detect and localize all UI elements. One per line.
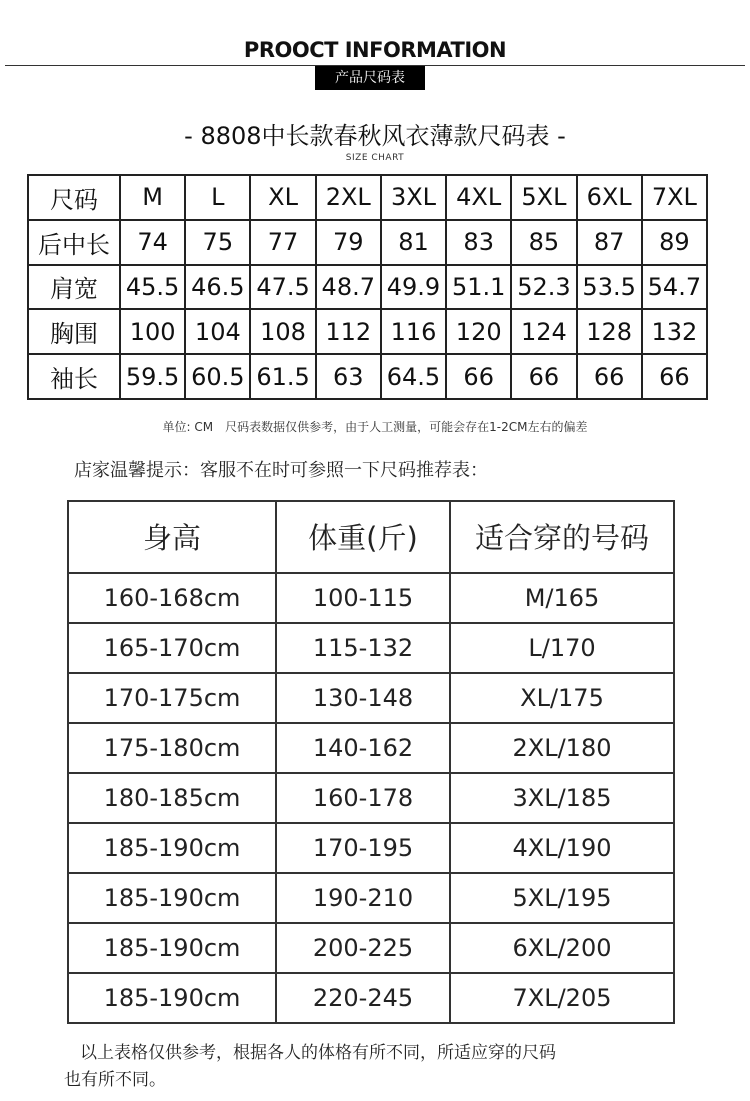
- rec-row: [68, 723, 674, 773]
- size-cell: 60.5: [185, 354, 250, 399]
- rec-row: [68, 673, 674, 723]
- rec-row: [68, 573, 674, 623]
- rec-weight: 190-210: [276, 873, 450, 923]
- size-row: [28, 265, 707, 310]
- size-header-cell: 4XL: [446, 175, 511, 220]
- size-row-label: 袖长: [28, 354, 120, 399]
- size-cell: 66: [577, 354, 642, 399]
- size-cell: 104: [185, 309, 250, 354]
- rec-header-row: [68, 501, 674, 573]
- size-recommendation-table: [67, 500, 675, 1024]
- shop-tip: 店家温馨提示：客服不在时可参照一下尺码推荐表：: [74, 460, 488, 481]
- size-cell: 51.1: [446, 265, 511, 310]
- size-cell: 128: [577, 309, 642, 354]
- rec-weight: 200-225: [276, 923, 450, 973]
- size-header-cell: 3XL: [381, 175, 446, 220]
- size-cell: 46.5: [185, 265, 250, 310]
- size-cell: 77: [250, 220, 315, 265]
- size-header-cell: 尺码: [28, 175, 120, 220]
- size-row-label: 后中长: [28, 220, 120, 265]
- size-cell: 52.3: [511, 265, 576, 310]
- footer-line-1: 以上表格仅供参考，根据各人的体格有所不同，所适应穿的尺码: [80, 1043, 556, 1063]
- size-row: [28, 220, 707, 265]
- size-cell: 45.5: [120, 265, 185, 310]
- rec-row: [68, 773, 674, 823]
- size-row: [28, 354, 707, 399]
- size-cell: 83: [446, 220, 511, 265]
- size-header-cell: 7XL: [642, 175, 707, 220]
- rec-row: [68, 623, 674, 673]
- size-cell: 63: [316, 354, 381, 399]
- rec-weight: 140-162: [276, 723, 450, 773]
- size-cell: 116: [381, 309, 446, 354]
- rec-row: [68, 923, 674, 973]
- size-cell: 100: [120, 309, 185, 354]
- size-cell: 75: [185, 220, 250, 265]
- size-cell: 66: [642, 354, 707, 399]
- footer-disclaimer: [64, 1040, 700, 1094]
- size-chart-table: [27, 174, 708, 400]
- size-cell: 132: [642, 309, 707, 354]
- banner-tab: 产品尺码表: [315, 66, 425, 90]
- size-cell: 59.5: [120, 354, 185, 399]
- measurement-note: 单位: CM 尺码表数据仅供参考，由于人工测量，可能会存在1-2CM左右的偏差: [162, 420, 588, 434]
- size-cell: 85: [511, 220, 576, 265]
- size-cell: 112: [316, 309, 381, 354]
- size-cell: 66: [446, 354, 511, 399]
- rec-size: L/170: [450, 623, 674, 673]
- rec-height: 185-190cm: [68, 823, 276, 873]
- rec-size: 5XL/195: [450, 873, 674, 923]
- rec-weight: 160-178: [276, 773, 450, 823]
- rec-height: 160-168cm: [68, 573, 276, 623]
- size-cell: 87: [577, 220, 642, 265]
- rec-weight: 170-195: [276, 823, 450, 873]
- size-cell: 64.5: [381, 354, 446, 399]
- size-cell: 48.7: [316, 265, 381, 310]
- rec-size: 4XL/190: [450, 823, 674, 873]
- size-chart-subtitle: SIZE CHART: [345, 153, 405, 163]
- size-header-cell: XL: [250, 175, 315, 220]
- size-header-cell: 2XL: [316, 175, 381, 220]
- size-cell: 89: [642, 220, 707, 265]
- banner-title: PROOCT INFORMATION: [243, 38, 507, 62]
- size-cell: 120: [446, 309, 511, 354]
- size-row-label: 肩宽: [28, 265, 120, 310]
- size-cell: 49.9: [381, 265, 446, 310]
- rec-size: XL/175: [450, 673, 674, 723]
- rec-row: [68, 823, 674, 873]
- size-cell: 74: [120, 220, 185, 265]
- size-header-cell: M: [120, 175, 185, 220]
- rec-size: M/165: [450, 573, 674, 623]
- size-cell: 108: [250, 309, 315, 354]
- size-row: [28, 309, 707, 354]
- rec-weight: 100-115: [276, 573, 450, 623]
- rec-size: 3XL/185: [450, 773, 674, 823]
- rec-header-size: 适合穿的号码: [450, 501, 674, 573]
- size-cell: 54.7: [642, 265, 707, 310]
- size-cell: 79: [316, 220, 381, 265]
- size-cell: 61.5: [250, 354, 315, 399]
- footer-line-2: 也有所不同。: [64, 1070, 166, 1090]
- rec-size: 2XL/180: [450, 723, 674, 773]
- rec-size: 7XL/205: [450, 973, 674, 1023]
- size-chart-title: - 8808中长款春秋风衣薄款尺码表 -: [184, 122, 566, 150]
- size-header-cell: 5XL: [511, 175, 576, 220]
- rec-height: 170-175cm: [68, 673, 276, 723]
- rec-height: 185-190cm: [68, 873, 276, 923]
- rec-height: 185-190cm: [68, 923, 276, 973]
- rec-header-weight: 体重(斤): [276, 501, 450, 573]
- rec-row: [68, 973, 674, 1023]
- size-cell: 124: [511, 309, 576, 354]
- size-cell: 66: [511, 354, 576, 399]
- rec-row: [68, 873, 674, 923]
- size-cell: 53.5: [577, 265, 642, 310]
- rec-header-height: 身高: [68, 501, 276, 573]
- size-header-row: [28, 175, 707, 220]
- size-row-label: 胸围: [28, 309, 120, 354]
- rec-size: 6XL/200: [450, 923, 674, 973]
- size-header-cell: 6XL: [577, 175, 642, 220]
- size-cell: 47.5: [250, 265, 315, 310]
- rec-height: 185-190cm: [68, 973, 276, 1023]
- size-cell: 81: [381, 220, 446, 265]
- rec-height: 175-180cm: [68, 723, 276, 773]
- rec-height: 165-170cm: [68, 623, 276, 673]
- rec-weight: 130-148: [276, 673, 450, 723]
- rec-weight: 220-245: [276, 973, 450, 1023]
- size-header-cell: L: [185, 175, 250, 220]
- rec-weight: 115-132: [276, 623, 450, 673]
- rec-height: 180-185cm: [68, 773, 276, 823]
